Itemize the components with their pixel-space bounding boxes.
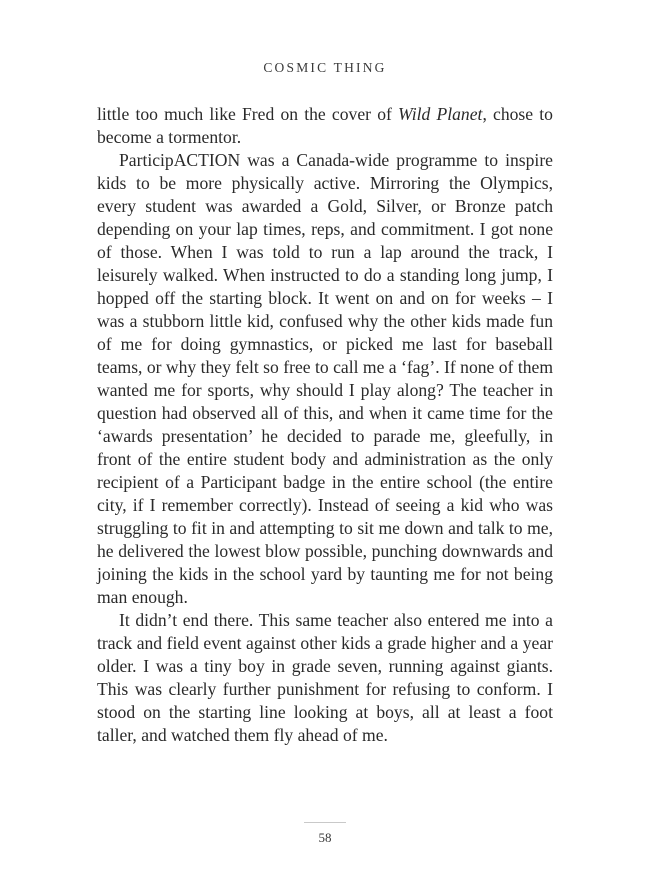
- body-text: [97, 103, 553, 747]
- paragraph-track-event: It didn’t end there. This same teacher also entered me into a track and field event against other kids a grade higher and a year older. I was a tiny boy in grade seven, running against giants. This was clearly further punishment for refusing to conform. I stood on the starting line looking at boys, all at least a foot taller, and watched them fly ahead of me.: [97, 610, 553, 745]
- paragraph-1-text-end: , chose to become a tormentor.: [97, 104, 553, 147]
- book-title-italic: Wild Planet: [398, 104, 483, 124]
- paragraph-participaction: ParticipACTION was a Canada-wide programme to inspire kids to be more physically active. Mirroring the Olympics, every student was awarded a Gold, Silver, or Bronze patch depending on your lap times, reps, and commitment. I got none of those. When I was told to run a lap around the track, I leisurely walked. When instructed to do a standing long jump, I hopped off the starting block. It went on and on for weeks – I was a stubborn little kid, confused why the other kids made fun of me for doing gymnastics, or picked me last for baseball teams, or why they felt so free to call me a ‘fag’. If none of them wanted me for sports, why should I play along? The teacher in question had observed all of this, and when it came time for the ‘awards presentation’ he decided to parade me, gleefully, in front of the entire student body and administration as the only recipient of a Participant badge in the entire school (the entire city, if I remember correctly). Instead of seeing a kid who was struggling to fit in and attempting to sit me down and talk to me, he delivered the lowest blow possible, punching downwards and joining the kids in the school yard by taunting me for not being man enough.: [97, 150, 553, 607]
- running-header: COSMIC THING: [263, 60, 387, 75]
- paragraph-1-text-start: little too much like Fred on the cover of: [97, 104, 399, 124]
- page-number: 58: [318, 830, 332, 845]
- paragraph-continuation: [97, 103, 553, 149]
- footer-rule: [304, 822, 346, 823]
